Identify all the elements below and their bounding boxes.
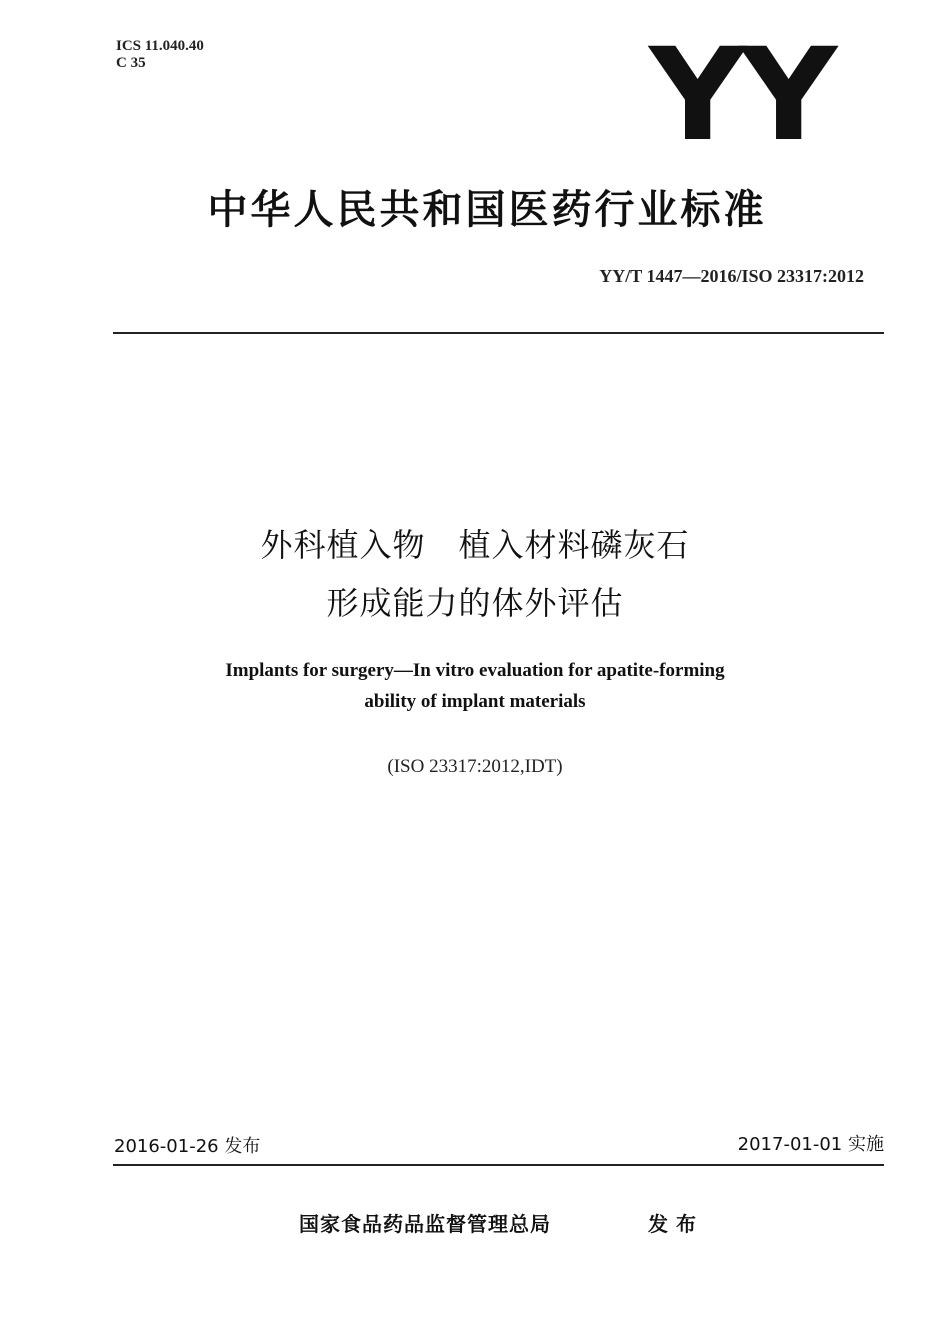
implementation-date: 2017-01-01 实施: [737, 1134, 884, 1155]
document-title-en-line2: ability of implant materials: [364, 691, 586, 712]
standard-number: YY/T 1447—2016/ISO 23317:2012: [599, 266, 864, 286]
ics-code: ICS 11.040.40: [116, 38, 204, 54]
equivalence-note: (ISO 23317:2012,IDT): [387, 756, 563, 777]
standard-category-title: 中华人民共和国医药行业标准: [207, 187, 767, 233]
document-title-cn-line1: 外科植入物 植入材料磷灰石: [260, 526, 690, 564]
publisher-name: 国家食品药品监督管理总局: [299, 1212, 551, 1236]
header-divider: [113, 332, 884, 334]
publish-label: 发布: [648, 1212, 704, 1236]
footer-divider: [113, 1164, 884, 1166]
issue-date: 2016-01-26 发布: [114, 1136, 261, 1157]
document-title-en-line1: Implants for surgery—In vitro evaluation for apatite-forming: [225, 660, 725, 681]
yy-logo: YY: [648, 21, 832, 170]
ccs-code: C 35: [116, 55, 146, 71]
classification-codes: [116, 38, 204, 72]
document-title-cn-line2: 形成能力的体外评估: [326, 584, 624, 622]
